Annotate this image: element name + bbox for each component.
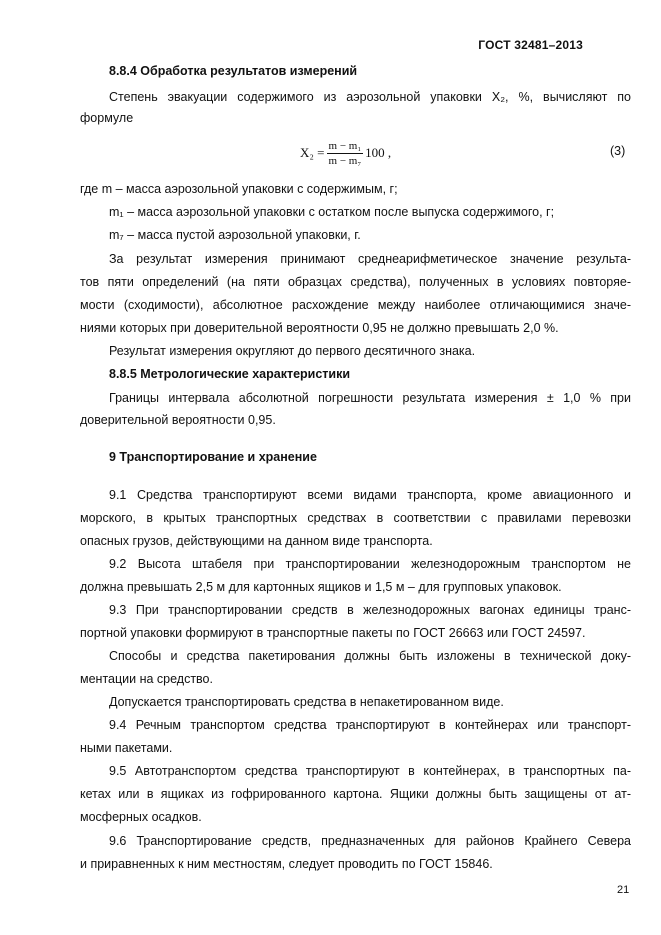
- paragraph-line: Способы и средства пакетирования должны быть изложены в технической доку-: [109, 649, 631, 663]
- paragraph-line: 9.1 Средства транспортируют всеми видами транспорта, кроме авиационного и: [109, 488, 631, 502]
- formula-3: [300, 134, 391, 172]
- paragraph-line: За результат измерения принимают среднеарифметическое значение результа-: [109, 252, 631, 266]
- paragraph-line: 9.4 Речным транспортом средства транспортируют в контейнерах или транспорт-: [109, 718, 631, 732]
- paragraph-line: ниями которых при доверительной вероятности 0,95 не должно превышать 2,0 %.: [80, 321, 559, 335]
- paragraph-line: кетах или в ящиках из гофрированного картона. Ящики должны быть защищены от ат-: [80, 787, 631, 801]
- formula-fraction: [327, 140, 364, 167]
- paragraph-line: доверительной вероятности 0,95.: [80, 413, 276, 427]
- paragraph-line: мосферных осадков.: [80, 810, 202, 824]
- paragraph-line: тов пяти определений (на пяти образцах средства), полученных в условиях повторяе-: [80, 275, 631, 289]
- where-line: m₁ – масса аэрозольной упаковки с остатком после выпуска содержимого, г;: [109, 205, 555, 219]
- equation-number: (3): [610, 144, 626, 158]
- paragraph-line: Допускается транспортировать средства в непакетированном виде.: [109, 695, 504, 709]
- where-line: где m – масса аэрозольной упаковки с содержимым, г;: [80, 182, 398, 196]
- paragraph-line: ментации на средство.: [80, 672, 213, 686]
- formula-denominator: m − m₇: [328, 154, 362, 167]
- formula-factor: 100 ,: [365, 145, 392, 160]
- section-heading-9: 9 Транспортирование и хранение: [109, 450, 317, 464]
- paragraph-line: Результат измерения округляют до первого десятичного знака.: [109, 344, 476, 358]
- page-number: 21: [617, 884, 630, 896]
- paragraph-line: морского, в крытых транспортных средствах в соответствии с правилами перевозки: [80, 511, 631, 525]
- section-heading-884: 8.8.4 Обработка результатов измерений: [109, 64, 358, 78]
- paragraph-line: Границы интервала абсолютной погрешности результата измерения ± 1,0 % при: [109, 391, 631, 405]
- paragraph-line: 9.2 Высота штабеля при транспортировании железнодорожным транспортом не: [109, 557, 631, 571]
- paragraph-line: должна превышать 2,5 м для картонных ящиков и 1,5 м – для групповых упаковок.: [80, 580, 562, 594]
- paragraph-line: и приравненных к ним местностям, следует проводить по ГОСТ 15846.: [80, 857, 493, 871]
- paragraph-line: 9.5 Автотранспортом средства транспортируют в контейнерах, в транспортных па-: [109, 764, 631, 778]
- paragraph-line: формуле: [80, 111, 134, 125]
- section-heading-885: 8.8.5 Метрологические характеристики: [109, 367, 351, 381]
- formula-lhs: X₂ =: [300, 145, 325, 160]
- paragraph-line: Степень эвакуации содержимого из аэрозольной упаковки X₂, %, вычисляют по: [109, 90, 631, 104]
- paragraph-line: мости (сходимости), абсолютное расхождение между наиболее отличающимися значе-: [80, 298, 631, 312]
- paragraph-line: опасных грузов, действующими на данном виде транспорта.: [80, 534, 433, 548]
- paragraph-line: 9.3 При транспортировании средств в железнодорожных вагонах единицы транс-: [109, 603, 631, 617]
- where-line: m₇ – масса пустой аэрозольной упаковки, г.: [109, 228, 361, 242]
- paragraph-line: 9.6 Транспортирование средств, предназначенных для районов Крайнего Севера: [109, 834, 631, 848]
- paragraph-line: портной упаковки формируют в транспортные пакеты по ГОСТ 26663 или ГОСТ 24597.: [80, 626, 586, 640]
- paragraph-line: ными пакетами.: [80, 741, 173, 755]
- formula-numerator: m − m₁: [328, 139, 362, 152]
- standard-code: ГОСТ 32481–2013: [478, 38, 583, 52]
